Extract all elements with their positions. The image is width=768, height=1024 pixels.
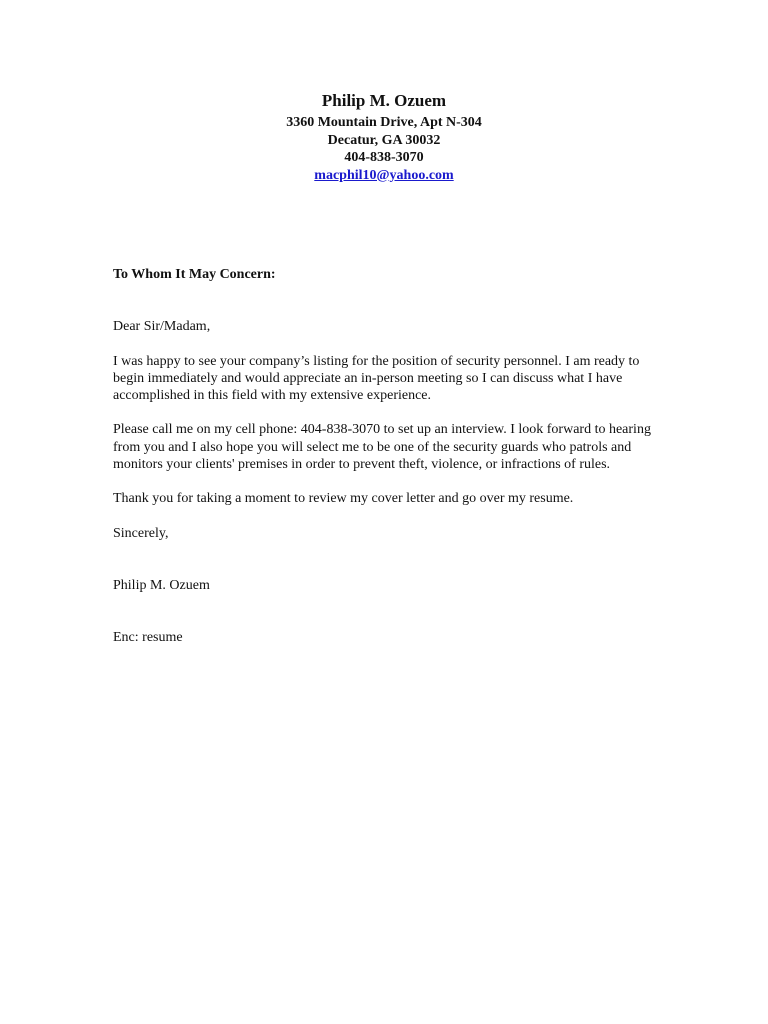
to-whom-heading: To Whom It May Concern: — [113, 267, 276, 282]
signature-name: Philip M. Ozuem — [113, 577, 210, 593]
letter-body — [113, 266, 658, 647]
sender-address-line2: Decatur, GA 30032 — [327, 132, 441, 148]
letterhead — [0, 90, 768, 184]
sender-phone: 404-838-3070 — [344, 150, 424, 165]
sender-email-link[interactable]: macphil10@yahoo.com — [314, 167, 454, 183]
closing: Sincerely, — [113, 525, 169, 541]
enclosure-note: Enc: resume — [113, 630, 183, 646]
sender-name: Philip M. Ozuem — [321, 91, 447, 110]
sender-address-line1: 3360 Mountain Drive, Apt N-304 — [286, 115, 482, 130]
paragraph-2: Please call me on my cell phone: 404-838-3070 to set up an interview. I look forward to hearing from you and I also hope you will select me to be one of the security guards who patrols and monitors your clients' premises in order to prevent theft, violence, or infractions of rules. — [113, 422, 651, 473]
paragraph-1: I was happy to see your company’s listing for the position of security personnel. I am ready to begin immediately and would appreciate an in-person meeting so I can discuss what I have accomplished in this field with my extensive experience. — [113, 353, 640, 404]
greeting: Dear Sir/Madam, — [113, 319, 211, 335]
paragraph-3: Thank you for taking a moment to review my cover letter and go over my resume. — [113, 491, 574, 507]
